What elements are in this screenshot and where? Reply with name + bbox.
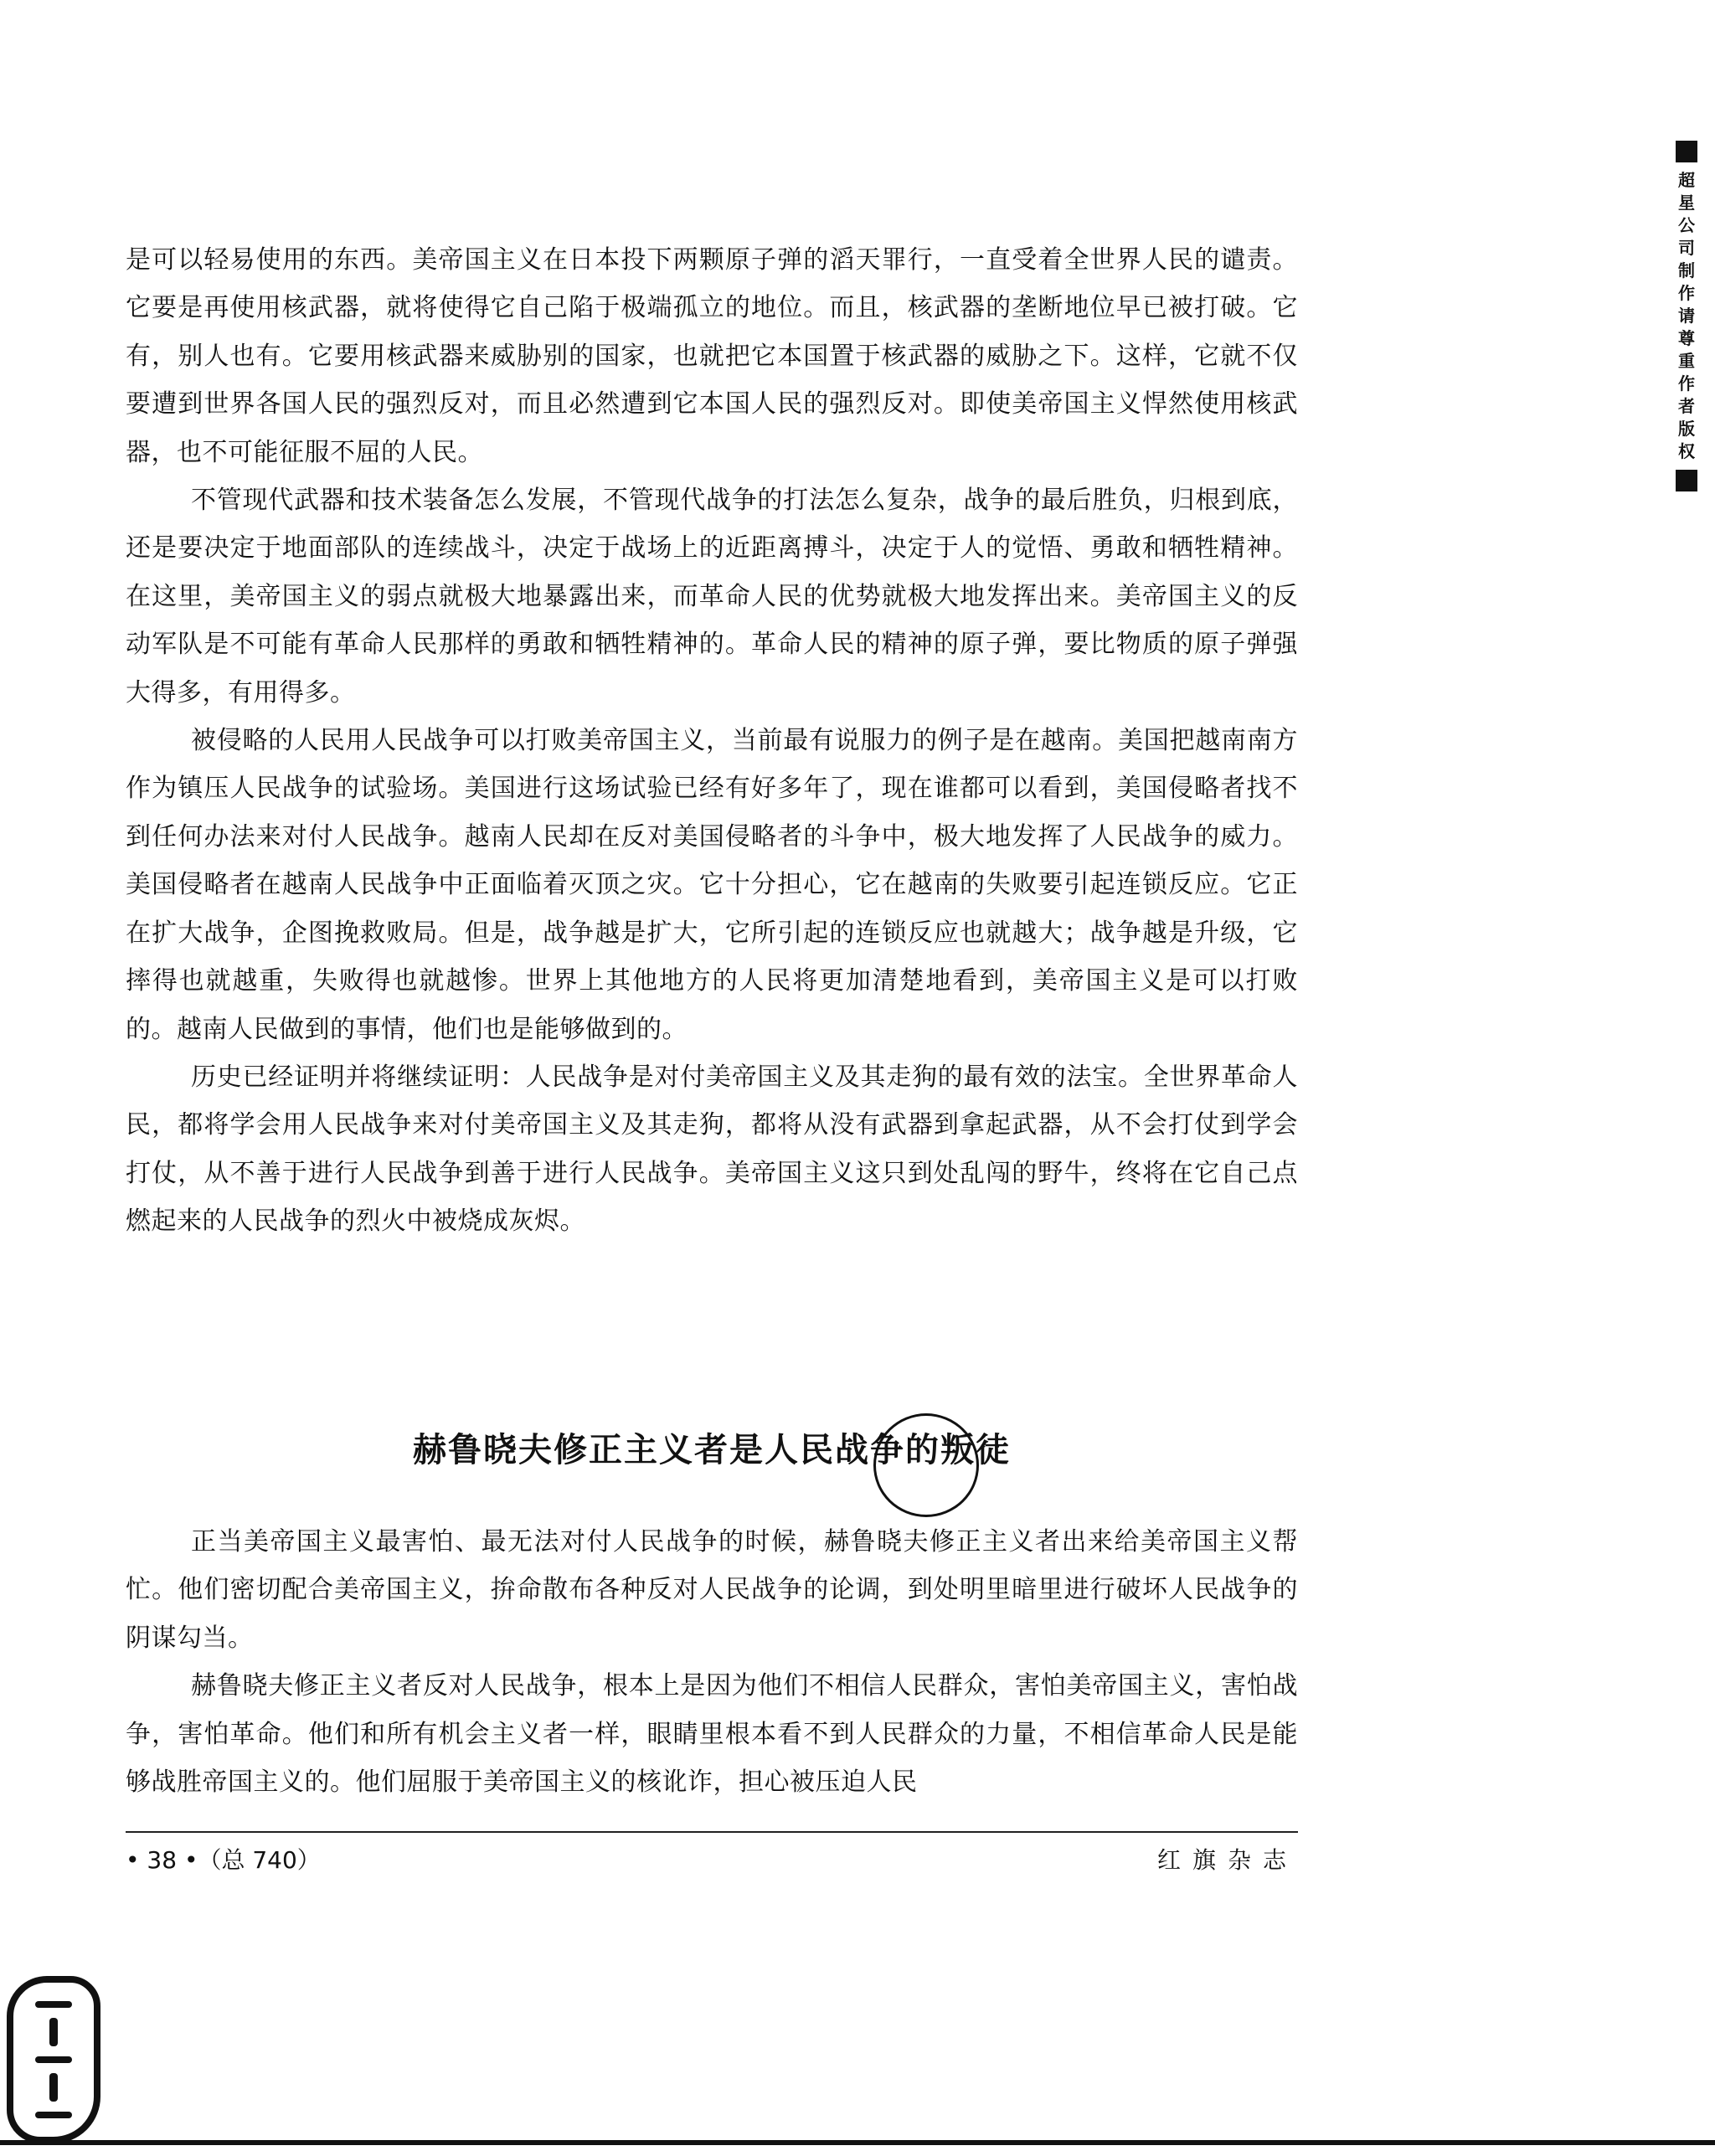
seal-stroke: [35, 2112, 72, 2118]
publication-name: 红旗杂志: [1156, 1846, 1298, 1874]
side-notice-text: 超星公司制作请尊重作者版权: [1678, 170, 1695, 461]
scan-bottom-edge: [0, 2140, 1715, 2145]
seal-stroke: [35, 2056, 72, 2063]
side-top-block: [1676, 141, 1697, 162]
seal-stroke: [49, 2018, 58, 2046]
paragraph: 赫鲁晓夫修正主义者反对人民战争，根本上是因为他们不相信人民群众，害怕美帝国主义，害怕战争，害怕革命。他们和所有机会主义者一样，眼睛里根本看不到人民群众的力量，不相信革命人民是能够战胜帝国主义的。他们屈服于美帝国主义的核讹诈，担心被压迫人民: [126, 1671, 1298, 1798]
paragraph: 历史已经证明并将继续证明：人民战争是对付美帝国主义及其走狗的最有效的法宝。全世界革命人民，都将学会用人民战争来对付美帝国主义及其走狗，都将从没有武器到拿起武器，从不会打仗到学会打仗，从不善于进行人民战争到善于进行人民战争。美帝国主义这只到处乱闯的野牛，终将在它自己点燃起来的人民战争的烈火中被烧成灰烬。: [126, 1062, 1298, 1237]
paragraph: 不管现代武器和技术装备怎么发展，不管现代战争的打法怎么复杂，战争的最后胜负，归根到底，还是要决定于地面部队的连续战斗，决定于战场上的近距离搏斗，决定于人的觉悟、勇敢和牺牲精神。在这里，美帝国主义的弱点就极大地暴露出来，而革命人民的优势就极大地发挥出来。美帝国主义的反动军队是不可能有革命人民那样的勇敢和牺牲精神的。革命人民的精神的原子弹，要比物质的原子弹强大得多，有用得多。: [126, 486, 1298, 708]
seal-stroke: [35, 2001, 72, 2008]
article-body-top: [126, 236, 1298, 1246]
seal-stroke: [49, 2073, 58, 2102]
paragraph: 是可以轻易使用的东西。美帝国主义在日本投下两颗原子弹的滔天罪行，一直受着全世界人民的谴责。它要是再使用核武器，就将使得它自己陷于极端孤立的地位。而且，核武器的垄断地位早已被打破。它有，别人也有。它要用核武器来威胁别的国家，也就把它本国置于核武器的威胁之下。这样，它就不仅要遭到世界各国人民的强烈反对，而且必然遭到它本国人民的强烈反对。即使美帝国主义悍然使用核武器，也不可能征服不屈的人民。: [126, 245, 1298, 467]
article-body-bottom: [126, 1518, 1298, 1806]
footer-divider: [126, 1831, 1298, 1833]
side-copyright-notice: [1666, 141, 1707, 491]
paragraph: 正当美帝国主义最害怕、最无法对付人民战争的时候，赫鲁晓夫修正主义者出来给美帝国主义帮忙。他们密切配合美帝国主义，拚命散布各种反对人民战争的论调，到处明里暗里进行破坏人民战争的阴谋勾当。: [126, 1527, 1298, 1653]
paragraph: 被侵略的人民用人民战争可以打败美帝国主义，当前最有说服力的例子是在越南。美国把越南南方作为镇压人民战争的试验场。美国进行这场试验已经有好多年了，现在谁都可以看到，美国侵略者找不到任何办法来对付人民战争。越南人民却在反对美国侵略者的斗争中，极大地发挥了人民战争的威力。美国侵略者在越南人民战争中正面临着灭顶之灾。它十分担心，它在越南的失败要引起连锁反应。它正在扩大战争，企图挽救败局。但是，战争越是扩大，它所引起的连锁反应也就越大；战争越是升级，它摔得也就越重，失败得也就越惨。世界上其他地方的人民将更加清楚地看到，美帝国主义是可以打败的。越南人民做到的事情，他们也是能够做到的。: [126, 726, 1298, 1044]
handwritten-circle-mark: [873, 1413, 979, 1517]
side-bottom-block: [1676, 470, 1697, 491]
page-number: • 38 •（总 740）: [126, 1846, 321, 1874]
section-title: 赫鲁晓夫修正主义者是人民战争的叛徒: [413, 1431, 1011, 1469]
library-seal-stamp: [7, 1976, 100, 2143]
